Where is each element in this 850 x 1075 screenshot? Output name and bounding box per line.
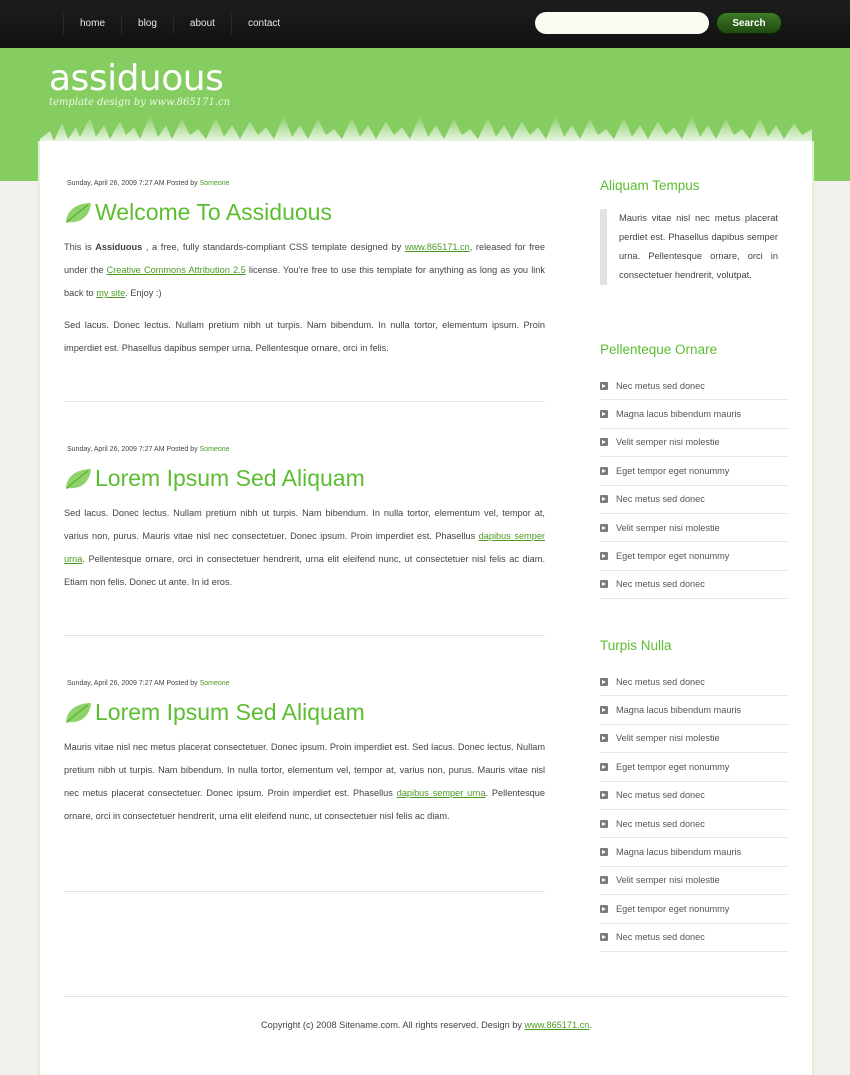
footer xyxy=(64,1020,789,1030)
sidebar-list-item[interactable] xyxy=(600,895,789,923)
sidebar-heading: Aliquam Tempus xyxy=(600,178,700,193)
nav-about[interactable]: about xyxy=(173,14,231,34)
post-title-text: Lorem Ipsum Sed Aliquam xyxy=(95,465,365,491)
sidebar-list-item[interactable] xyxy=(600,372,789,400)
sidebar-link-text: Eget tempor eget nonummy xyxy=(616,551,730,562)
sidebar-link-text: Velit semper nisi molestie xyxy=(616,875,720,886)
arrow-bullet-icon xyxy=(600,552,608,560)
sidebar-list-item[interactable] xyxy=(600,400,789,428)
post-title-text: Welcome To Assiduous xyxy=(95,199,332,225)
sidebar-link-text: Nec metus sed donec xyxy=(616,494,705,505)
dapibus-link[interactable]: dapibus semper urna xyxy=(64,531,545,564)
sidebar-heading: Turpis Nulla xyxy=(600,638,672,653)
post-divider xyxy=(64,635,545,636)
post-meta xyxy=(64,680,545,687)
post xyxy=(64,446,545,594)
sidebar-list-item[interactable] xyxy=(600,753,789,781)
post-title-text: Lorem Ipsum Sed Aliquam xyxy=(95,699,365,725)
sidebar-list-item[interactable] xyxy=(600,924,789,952)
sidebar-link-text: Nec metus sed donec xyxy=(616,579,705,590)
arrow-bullet-icon xyxy=(600,820,608,828)
sidebar-link-text: Nec metus sed donec xyxy=(616,790,705,801)
post-author-link[interactable]: Someone xyxy=(199,680,230,687)
sidebar-link-text: Eget tempor eget nonummy xyxy=(616,761,730,772)
sidebar-list-item[interactable] xyxy=(600,514,789,542)
designer-link[interactable]: www.865171.cn xyxy=(524,1020,590,1030)
arrow-bullet-icon xyxy=(600,763,608,771)
text: . Enjoy :) xyxy=(125,288,162,298)
sidebar-list-item[interactable] xyxy=(600,486,789,514)
arrow-bullet-icon xyxy=(600,495,608,503)
text: , released for free under the xyxy=(64,242,545,275)
bold-text: Assiduous xyxy=(95,242,143,252)
arrow-bullet-icon xyxy=(600,580,608,588)
my-site-link[interactable]: my site xyxy=(96,288,126,298)
arrow-bullet-icon xyxy=(600,410,608,418)
arrow-bullet-icon xyxy=(600,791,608,799)
sidebar-list-item[interactable] xyxy=(600,542,789,570)
post xyxy=(64,680,545,828)
sidebar-quote: Mauris vitae nisl nec metus placerat perdiet est. Phasellus dapibus semper urna. Pellentesque ornare, orci in consectetuer hendrerit, volutpat. xyxy=(600,209,778,285)
license-link[interactable]: Creative Commons Attribution 2.5 xyxy=(106,265,246,275)
arrow-bullet-icon xyxy=(600,382,608,390)
arrow-bullet-icon xyxy=(600,524,608,532)
sidebar-link-text: Nec metus sed donec xyxy=(616,380,705,391)
sidebar-list-item[interactable] xyxy=(600,668,789,696)
sidebar-link-text: Magna lacus bibendum mauris xyxy=(616,847,742,858)
sidebar-list-item[interactable] xyxy=(600,571,789,599)
text: , a free, fully standards-compliant CSS template designed by xyxy=(142,242,405,252)
post-paragraph: Sed lacus. Donec lectus. Nullam pretium nibh ut turpis. Nam bibendum. In nulla tortor, elementum ipsum. Proin imperdiet est. Phasellus dapibus semper urna. Pellentesque ornare, orci in felis. xyxy=(64,320,545,353)
post-paragraph xyxy=(64,502,545,594)
sidebar-list-item[interactable] xyxy=(600,725,789,753)
search-button[interactable]: Search xyxy=(716,12,782,34)
post-paragraph xyxy=(64,236,545,305)
sidebar-link-text: Eget tempor eget nonummy xyxy=(616,903,730,914)
arrow-bullet-icon xyxy=(600,678,608,686)
post-meta xyxy=(64,180,545,187)
sidebar-link-text: Velit semper nisi molestie xyxy=(616,437,720,448)
arrow-bullet-icon xyxy=(600,933,608,941)
sidebar-list-item[interactable] xyxy=(600,838,789,866)
main-nav xyxy=(63,14,296,34)
post-divider xyxy=(64,891,545,892)
sidebar-link-text: Eget tempor eget nonummy xyxy=(616,465,730,476)
arrow-bullet-icon xyxy=(600,848,608,856)
sidebar-list-item[interactable] xyxy=(600,867,789,895)
sidebar-link-text: Velit semper nisi molestie xyxy=(616,522,720,533)
nav-contact[interactable]: contact xyxy=(231,14,296,34)
sidebar-link-text: Magna lacus bibendum mauris xyxy=(616,409,742,420)
grass-decoration xyxy=(40,103,812,145)
post-author-link[interactable]: Someone xyxy=(199,446,230,453)
arrow-bullet-icon xyxy=(600,876,608,884)
post-author-link[interactable]: Someone xyxy=(199,180,230,187)
sidebar-list xyxy=(600,668,789,952)
site-title[interactable]: assiduous xyxy=(49,58,224,99)
post-date: Sunday, April 26, 2009 7:27 AM Posted by xyxy=(67,180,198,187)
text: license. You're free to use this template for anything as long as you link back to xyxy=(64,265,545,298)
arrow-bullet-icon xyxy=(600,905,608,913)
footer-divider xyxy=(64,996,789,997)
text: This is xyxy=(64,242,96,252)
sidebar-link-text: Magna lacus bibendum mauris xyxy=(616,705,742,716)
post-divider xyxy=(64,401,545,402)
sidebar-link-text: Velit semper nisi molestie xyxy=(616,733,720,744)
post-title[interactable] xyxy=(64,199,545,226)
arrow-bullet-icon xyxy=(600,706,608,714)
arrow-bullet-icon xyxy=(600,734,608,742)
text: Mauris vitae nisl nec metus placerat consectetuer. Donec ipsum. Proin imperdiet est. Sed lacus. Donec lectus. Nullam pretium nibh ut turpis. Nam bibendum. In nulla tortor, elementum vel, tempor at, varius non, purus. Mauris vitae nisl nec metus placerat consectetuer. Donec ipsum. Proin imperdiet est. Phasellus xyxy=(64,742,545,798)
text: . Pellentesque ornare, orci in consectetuer hendrerit, urna elit eleifend nunc, ut consectetuer nisl felis ac diam. xyxy=(64,788,545,821)
sidebar-list-item[interactable] xyxy=(600,810,789,838)
sidebar-link-text: Nec metus sed donec xyxy=(616,818,705,829)
post-body xyxy=(64,502,545,594)
text: Sed lacus. Donec lectus. Nullam pretium nibh ut turpis. Nam bibendum. In nulla tortor, elementum vel, tempor at, varius non, purus. Mauris vitae nisl nec consectetuer. Donec ipsum. Proin imperdiet est. Phasellus xyxy=(64,508,545,541)
post-title[interactable] xyxy=(64,465,545,492)
post-paragraph xyxy=(64,736,545,828)
leaf-icon xyxy=(64,467,92,491)
site-link[interactable]: www.865171.cn xyxy=(404,242,470,252)
sidebar-link-text: Nec metus sed donec xyxy=(616,676,705,687)
top-navigation-bar xyxy=(0,0,850,48)
post-body xyxy=(64,236,545,360)
copyright-text: Copyright (c) 2008 Sitename.com. All rights reserved. Design by xyxy=(261,1020,525,1030)
dapibus-link[interactable]: dapibus semper urna xyxy=(396,788,486,798)
nav-home[interactable]: home xyxy=(63,14,121,34)
post-date: Sunday, April 26, 2009 7:27 AM Posted by xyxy=(67,446,198,453)
post xyxy=(64,180,545,360)
arrow-bullet-icon xyxy=(600,438,608,446)
leaf-icon xyxy=(64,201,92,225)
post-date: Sunday, April 26, 2009 7:27 AM Posted by xyxy=(67,680,198,687)
sidebar-list-item[interactable] xyxy=(600,696,789,724)
site-tagline: template design by www.865171.cn xyxy=(49,97,231,108)
nav-blog[interactable]: blog xyxy=(121,14,173,34)
search-input[interactable] xyxy=(535,12,709,34)
sidebar-list-item[interactable] xyxy=(600,429,789,457)
post-body xyxy=(64,736,545,828)
sidebar-list xyxy=(600,372,789,599)
sidebar-link-text: Nec metus sed donec xyxy=(616,932,705,943)
sidebar-list-item[interactable] xyxy=(600,782,789,810)
post-meta xyxy=(64,446,545,453)
post-title[interactable] xyxy=(64,699,545,726)
footer-end: . xyxy=(589,1020,592,1030)
sidebar-list-item[interactable] xyxy=(600,457,789,485)
text: . Pellentesque ornare, orci in consectetuer hendrerit, urna elit eleifend nunc, ut consectetuer nisl felis ac diam. Etiam non felis. Donec ut ante. In id eros. xyxy=(64,554,545,587)
sidebar-heading: Pellenteque Ornare xyxy=(600,342,718,357)
leaf-icon xyxy=(64,701,92,725)
arrow-bullet-icon xyxy=(600,467,608,475)
